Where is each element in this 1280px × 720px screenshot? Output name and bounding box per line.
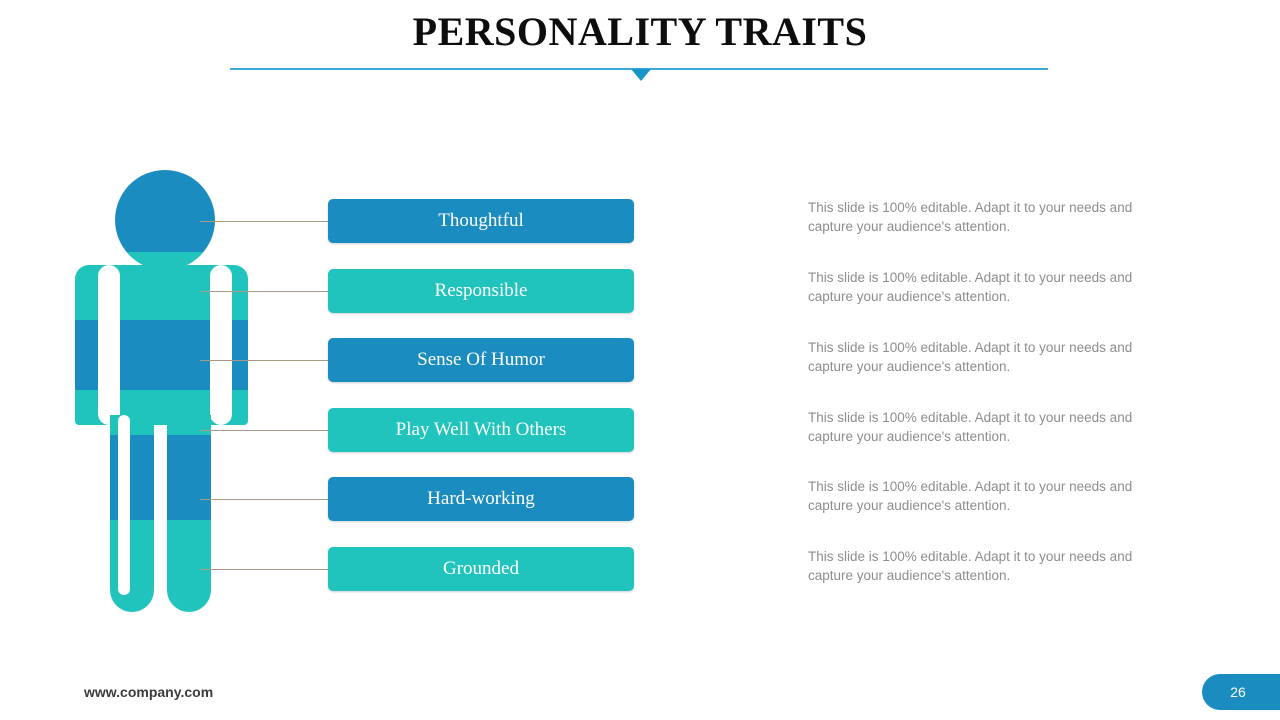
trait-bar-label: Play Well With Others	[395, 419, 567, 440]
figure-head	[115, 170, 215, 270]
trait-bar-play-well-with-others[interactable]	[328, 408, 634, 452]
trait-bar-label: Hard-working	[427, 488, 535, 509]
caret-down-icon	[631, 69, 651, 81]
figure-leg-left-band	[110, 435, 154, 520]
figure-leg-gap	[118, 415, 130, 595]
trait-description: This slide is 100% editable. Adapt it to your needs and capture your audience's attention.	[808, 340, 1133, 374]
stick-person-illustration	[70, 170, 330, 620]
figure-leg-left	[110, 415, 154, 612]
trait-bar-label: Grounded	[443, 558, 519, 579]
trait-bar-label: Thoughtful	[438, 210, 524, 231]
trait-description: This slide is 100% editable. Adapt it to your needs and capture your audience's attention.	[808, 270, 1133, 304]
page-title: PERSONALITY TRAITS	[412, 9, 868, 54]
connector-line-2	[200, 291, 328, 292]
figure-leg-right	[167, 415, 211, 612]
trait-description: This slide is 100% editable. Adapt it to your needs and capture your audience's attention.	[808, 200, 1133, 234]
figure-arm-right	[210, 265, 232, 425]
connector-line-1	[200, 221, 328, 222]
connector-line-5	[200, 499, 328, 500]
trait-bar-thoughtful[interactable]	[328, 199, 634, 243]
trait-description: This slide is 100% editable. Adapt it to your needs and capture your audience's attention.	[808, 479, 1133, 513]
footer-website-url[interactable]: www.company.com	[84, 684, 214, 700]
trait-bar-label: Responsible	[434, 280, 528, 301]
trait-description: This slide is 100% editable. Adapt it to your needs and capture your audience's attention.	[808, 410, 1133, 444]
connector-line-3	[200, 360, 328, 361]
figure-arm-left	[98, 265, 120, 425]
trait-bar-grounded[interactable]	[328, 547, 634, 591]
figure-leg-right-band	[167, 435, 211, 520]
trait-bar-responsible[interactable]	[328, 269, 634, 313]
trait-description: This slide is 100% editable. Adapt it to your needs and capture your audience's attention.	[808, 549, 1133, 583]
connector-line-4	[200, 430, 328, 431]
page-number-badge: 26	[1202, 674, 1280, 710]
trait-bar-hard-working[interactable]	[328, 477, 634, 521]
trait-bar-label: Sense Of Humor	[417, 349, 545, 370]
connector-line-6	[200, 569, 328, 570]
trait-bar-sense-of-humor[interactable]	[328, 338, 634, 382]
